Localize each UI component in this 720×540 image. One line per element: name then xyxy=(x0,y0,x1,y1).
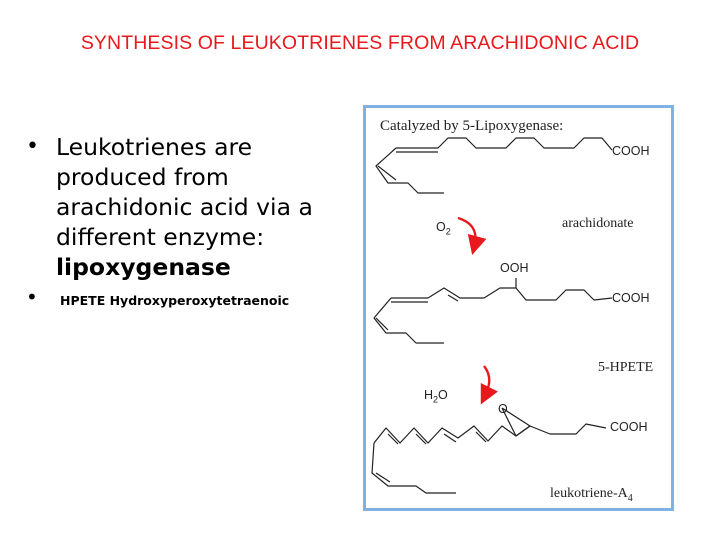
arachidonate-structure xyxy=(376,138,612,193)
reaction-arrow-2 xyxy=(484,366,489,398)
bullet-list xyxy=(26,132,346,310)
epoxide-o-label: O xyxy=(498,402,508,416)
cooh-label-2: COOH xyxy=(612,291,650,305)
hpete-structure xyxy=(374,278,612,343)
reaction-diagram xyxy=(366,108,671,508)
hpete-label: 5-HPETE xyxy=(598,360,654,375)
h2o-label: $H_2O$ xyxy=(424,388,448,405)
ooh-label: OOH xyxy=(500,261,529,275)
bullet-text-2: HPETE Hydroxyperoxytetraenoic xyxy=(60,293,290,308)
cooh-label-3: COOH xyxy=(610,420,648,434)
bullet-dot-icon: • xyxy=(26,285,38,309)
cooh-label-1: COOH xyxy=(612,144,650,158)
leukotriene-a4-label: leukotriene-$A_4$ xyxy=(550,486,633,504)
reaction-arrow-1 xyxy=(458,218,475,248)
figure-caption: Catalyzed by 5-Lipoxygenase: xyxy=(380,118,564,134)
bullet-item-1 xyxy=(26,132,346,282)
bullet-emphasis-lipoxygenase: lipoxygenase xyxy=(56,253,231,281)
arachidonate-label: arachidonate xyxy=(562,216,634,231)
o2-label: $O_2$ xyxy=(436,220,451,237)
bullet-text-1: Leukotrienes are produced from arachidonic acid via a different enzyme: xyxy=(56,133,313,251)
reaction-figure xyxy=(363,105,674,511)
leukotriene-a4-structure xyxy=(372,408,606,493)
bullet-dot-icon: • xyxy=(26,134,39,159)
bullet-item-2 xyxy=(26,285,346,310)
page-title: SYNTHESIS OF LEUKOTRIENES FROM ARACHIDONIC ACID xyxy=(80,32,640,54)
